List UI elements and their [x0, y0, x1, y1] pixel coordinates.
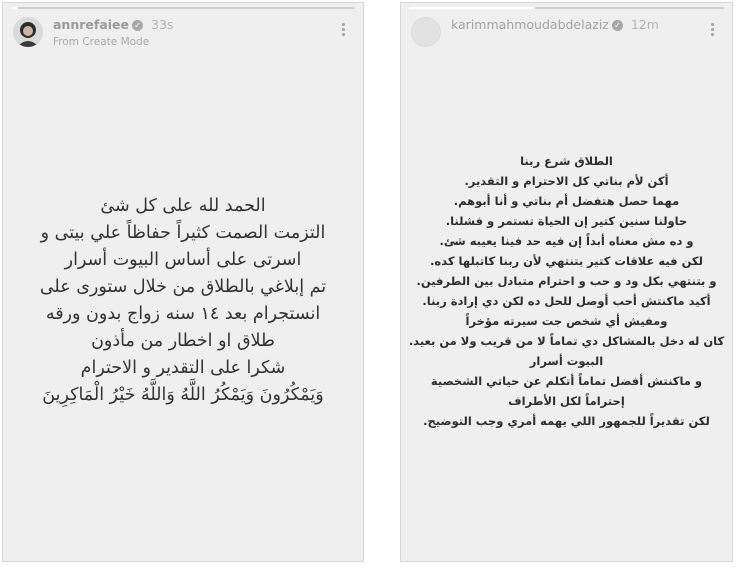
- story-text-line: إحتراماً لكل الأطراف: [508, 394, 625, 408]
- story-text-line: كان له دخل بالمشاكل دي تماماً لا من قريب ولا من بعيد.: [408, 334, 725, 348]
- story-text-line: مهما حصل هتفضل أم بناتي و أنا أبوهم.: [453, 194, 680, 208]
- story-text-line: الحمد لله على كل شئ: [100, 196, 266, 216]
- story-header: [13, 15, 353, 51]
- story-text-line: الطلاق شرع ربنا: [520, 154, 613, 168]
- story-text-line: البيوت أسرار: [529, 354, 604, 368]
- avatar[interactable]: [13, 17, 43, 47]
- story-timestamp: 12m: [630, 17, 659, 32]
- profile-photo-icon: [13, 17, 43, 47]
- story-text-line: شكرا على التقدير و الاحترام: [80, 358, 286, 378]
- story-progress-bar: [409, 7, 724, 9]
- story-text-line: وَيَمْكُرُونَ وَيَمْكُرُ اللَّهُ وَاللَّهُ خَيْرُ الْمَاكِرِينَ: [42, 385, 324, 405]
- story-text-line: حاولنا سنين كتير إن الحياة تستمر و فشلنا.: [445, 214, 688, 228]
- story-card-right[interactable]: [400, 2, 733, 562]
- story-username[interactable]: [451, 17, 659, 32]
- story-text-line: و ماكنتش أفضل تماماً أتكلم عن حياتي الشخصية: [430, 374, 703, 388]
- story-text-line: لكن فيه علاقات كتير بتنتهي لأن ربنا كاتبلها كده.: [430, 254, 703, 268]
- story-text: [13, 193, 353, 409]
- verified-badge-icon: ✓: [132, 20, 143, 31]
- story-text: [407, 151, 726, 431]
- verified-badge-icon: ✓: [612, 20, 623, 31]
- username-text[interactable]: karimmahmoudabdelaziz: [451, 17, 609, 32]
- story-progress-fill: [409, 7, 535, 9]
- story-username[interactable]: [53, 17, 173, 32]
- more-options-icon[interactable]: [341, 23, 345, 39]
- story-header: [411, 15, 722, 51]
- story-text-line: اسرتى على أساس البيوت أسرار: [64, 250, 302, 270]
- story-text-line: أكن لأم بناتي كل الاحترام و التقدير.: [464, 174, 669, 188]
- story-text-line: ومفيش أي شخص جت سيرته مؤخراً: [465, 314, 668, 328]
- story-subtitle: From Create Mode: [53, 36, 150, 48]
- username-text[interactable]: annrefaiee: [53, 17, 129, 32]
- story-card-left[interactable]: [2, 2, 364, 562]
- more-options-icon[interactable]: [710, 23, 714, 39]
- story-text-line: و بتنتهي بكل ود و حب و احترام متبادل بين الطرفين.: [416, 274, 717, 288]
- story-text-line: لكن تقديراً للجمهور اللي يهمه أمري وجب التوضيح.: [423, 414, 710, 428]
- story-text-line: انستجرام بعد ١٤ سنه زواج بدون ورقه: [45, 304, 321, 324]
- story-text-line: و ده مش معناه أبداً إن فيه حد فينا يعيبه شئ.: [439, 234, 694, 248]
- story-text-line: أكيد ماكنتش أحب أوصل للحل ده لكن دي إرادة ربنا.: [422, 294, 711, 308]
- story-text-line: التزمت الصمت كثيراً حفاظاً علي بيتى و: [40, 223, 326, 243]
- avatar[interactable]: [411, 17, 441, 47]
- story-text-line: طلاق او اخطار من مأذون: [91, 331, 275, 351]
- story-progress-fill: [11, 7, 18, 9]
- story-timestamp: 33s: [151, 17, 174, 32]
- story-progress-bar: [11, 7, 355, 9]
- story-text-line: تم إبلاغي بالطلاق من خلال ستورى على: [39, 277, 327, 297]
